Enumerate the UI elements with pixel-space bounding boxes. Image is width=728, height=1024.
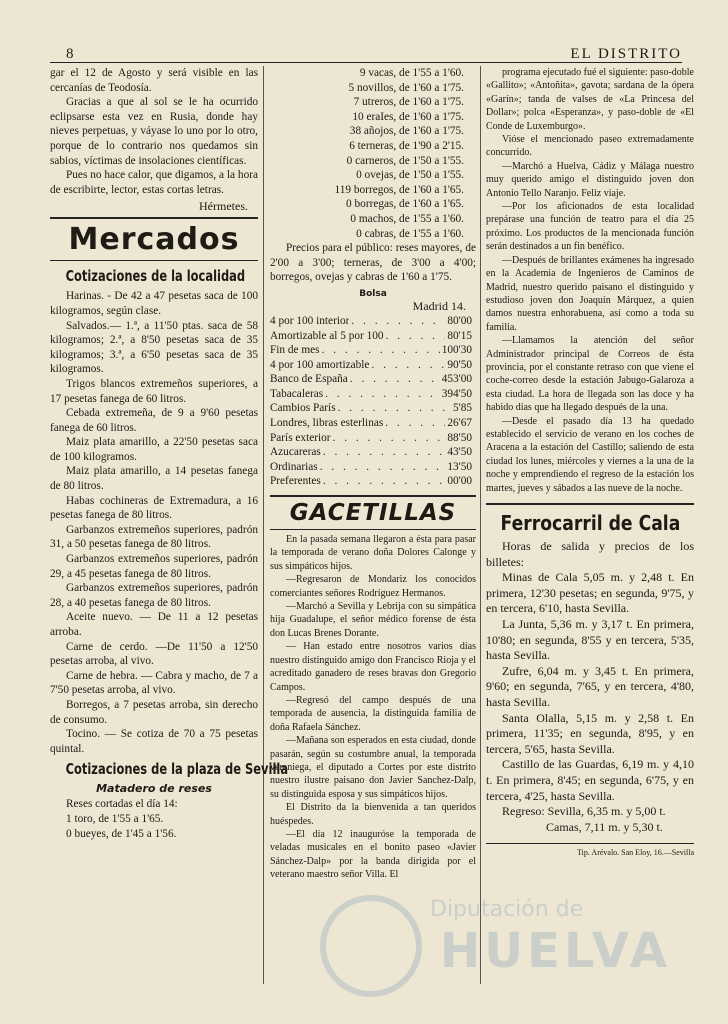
gacetilla-item: En la pasada semana llegaron a ésta para pasar la temporada de verano doña Dolores Calonge y sus simpáticos hijos. (270, 534, 476, 572)
market-item: Borregos, a 7 pesetas arroba, sin derecho de consumo. (50, 698, 258, 726)
bolsa-value: 100'30 (441, 344, 472, 357)
leader-dots (351, 314, 445, 329)
bolsa-label: Preferentes (270, 475, 321, 488)
news-item: —Por los aficionados de esta localidad prepárase una función de teatro para el día 25 próximo. Los productos de la mencionada función serán destinados a un fin benéfico. (486, 201, 694, 253)
bolsa-value: 13'50 (447, 460, 472, 473)
intro-paragraph: Gracias a que al sol se le ha ocurrido eclipsarse esta vez en Rusia, donde hay nieves perpetuas, y váyase lo uno por lo otro, porque de lo contrario nos quedamos sin sabios, víctimas de insolaciones científicas. (50, 96, 258, 167)
livestock-list (270, 66, 476, 241)
bolsa-value: 43'50 (447, 446, 472, 459)
bolsa-value: 00'00 (447, 475, 472, 488)
bolsa-label: 4 por 100 amortizable (270, 358, 370, 371)
page-number: 8 (66, 46, 74, 62)
bolsa-label: París exterior (270, 431, 331, 444)
train-schedule (486, 539, 694, 804)
leader-dots (333, 431, 446, 446)
market-item: Garbanzos extremeños superiores, padrón 29, a 45 pesetas fanega de 80 litros. (50, 553, 258, 580)
subsection-title: Cotizaciones de la plaza de Sevilla (65, 760, 289, 779)
market-item: Garbanzos extremeños superiores, padrón 31, a 50 pesetas fanega de 80 litros. (50, 523, 258, 551)
leader-dots (323, 445, 446, 460)
bolsa-value: 90'50 (447, 358, 472, 371)
news-item: Vióse el mencionado paseo extremadamente concurrido. (486, 134, 694, 159)
bolsa-row (270, 387, 476, 402)
bolsa-row (270, 372, 476, 387)
bolsa-row (270, 358, 476, 373)
signature: Hérmetes. (199, 199, 248, 214)
market-item: Carne de cerdo. —De 11'50 a 12'50 pesetas arroba, al vivo. (50, 640, 258, 668)
market-item: Tocino. — Se cotiza de 70 a 75 pesetas quintal. (50, 728, 258, 755)
reses-line: Reses cortadas el día 14: (66, 798, 178, 811)
livestock-item: 0 cabras, de 1'55 a 1'60. (356, 227, 464, 240)
column-divider-1 (263, 66, 264, 984)
section-rule (486, 843, 694, 844)
gacetilla-item: —Mañana son esperados en esta ciudad, donde pasarán, según su costumbre anual, la temporada veraniega, el diputado a Cortes por este distrito nuestro ilustre paisano don Javier Sanchez-Dalp, su distinguida esposa y sus simpáticos hijos. (270, 735, 476, 800)
livestock-item: 5 novillos, de 1'60 a 1'75. (348, 81, 464, 94)
section-rule (486, 503, 694, 505)
livestock-item: 9 vacas, de 1'55 a 1'60. (359, 67, 464, 79)
return-line: Regreso: Sevilla, 6,35 m. y 5,00 t. (502, 804, 666, 819)
bolsa-value: 5'85 (453, 402, 472, 415)
bolsa-row (270, 401, 476, 416)
bolsa-label: Fin de mes (270, 344, 320, 357)
section-title-mercados: Mercados (68, 222, 240, 258)
bolsa-value: 453'00 (441, 373, 472, 386)
market-item: Garbanzos extremeños superiores, padrón 28, a 40 pesetas fanega de 80 litros. (50, 582, 258, 609)
header-rule (50, 62, 682, 63)
bolsa-row (270, 314, 476, 329)
section-title-ferrocarril: Ferrocarril de Cala (500, 511, 681, 535)
bolsa-label: 4 por 100 interior (270, 314, 350, 327)
livestock-item: 0 machos, de 1'55 a 1'60. (350, 212, 464, 225)
news-item: —Marchó a Huelva, Cádiz y Málaga nuestro muy querido amigo el distinguido joven don Antonio Tello Naranjo. Feliz viaje. (486, 160, 694, 199)
market-item: Salvados.— 1.ª, a 11'50 ptas. saca de 58 kilogramos; 2.ª, a 8'50 pesetas saca de 35 kilogramos; 3.ª, a 6'50 pesetas saca de 35 kilogramos. (50, 319, 258, 376)
gacetilla-item: —Regresaron de Mondariz los conocidos comerciantes señores Rodríguez Hermanos. (270, 574, 476, 599)
watermark (320, 895, 680, 995)
livestock-item: 0 ovejas, de 1'50 a 1'55. (356, 169, 464, 182)
livestock-item: 0 carneros, de 1'50 a 1'55. (346, 154, 464, 167)
bolsa-label: Londres, libras esterlinas (270, 417, 384, 430)
bolsa-row (270, 343, 476, 358)
return-line: Camas, 7,11 m. y 5,30 t. (546, 819, 663, 834)
schedule-item: La Junta, 5,36 m. y 3,17 t. En primera, 10'80; en segunda, 8'55 y en tercera, 5'35, hasta Sevilla. (486, 616, 694, 663)
gacetilla-item: —Marchó a Sevilla y Lebrija con su simpática hija Guadalupe, el señor médico forense de ésta don Lucas Brenes Dorante. (270, 601, 476, 639)
bolsa-label: Ordinarias (270, 460, 318, 473)
bolsa-row (270, 445, 476, 460)
market-item: Maiz plata amarillo, a 22'50 pesetas saca de 100 kilogramos. (50, 436, 258, 463)
bolsa-table (270, 314, 476, 489)
leader-dots (371, 358, 445, 373)
leader-dots (385, 416, 445, 431)
bolsa-value: 80'00 (447, 314, 472, 327)
bolsa-row (270, 431, 476, 446)
column-right (486, 66, 694, 857)
gacetilla-item: —Regresó del campo después de una temporada de ausencia, la distinguida familia de doña Rafaela Sánchez. (270, 694, 476, 733)
bolsa-row (270, 329, 476, 344)
intro-paragraph: Pues no hace calor, que digamos, a la hora de escribirte, lector, estas cortas letras. (50, 169, 258, 196)
newspaper-title: EL DISTRITO (570, 46, 682, 62)
market-item: Carne de hebra. — Cabra y macho, de 7 a 7'50 pesetas arroba, al vivo. (50, 669, 258, 697)
news-item: programa ejecutado fué el siguiente: paso-doble «Gallito»; «Antoñita», gavota; sardana de la ópera «Garín»; tanda de valses de «La Princesa del Dollar»; polca «Esperanza», y paso-doble de «El Conde de Luxemburgo». (486, 67, 694, 132)
news-list (486, 66, 694, 495)
market-item: Aceite nuevo. — De 11 a 12 pesetas arroba. (50, 611, 258, 638)
market-item: Cebada extremeña, de 9 a 9'60 pesetas fanega de 60 litros. (50, 407, 258, 434)
minor-heading: Matadero de reses (96, 782, 212, 796)
gacetilla-item: — Han estado entre nosotros varios días nuestro distinguido amigo don Francisco Rioja y el acreditado ganadero de reses bravas don Gregorio Campos. (270, 641, 476, 693)
bolsa-row (270, 474, 476, 489)
reses-item: 0 bueyes, de 1'45 a 1'56. (66, 827, 177, 840)
leader-dots (323, 474, 446, 489)
leader-dots (386, 329, 446, 344)
section-rule (50, 217, 258, 219)
livestock-item: 119 borregos, de 1'60 a 1'65. (334, 183, 464, 196)
livestock-item: 10 eraIes, de 1'60 a 1'75. (352, 110, 464, 123)
bolsa-value: 88'50 (447, 431, 472, 444)
schedule-item: Minas de Cala 5,05 m. y 2,48 t. En primera, 12'30 pesetas; en segunda, 9'75, y en tercera, 6'10, hasta Sevilla. (486, 570, 694, 616)
leader-dots (325, 387, 440, 402)
bolsa-title: Bolsa (359, 288, 387, 299)
livestock-item: 0 borregas, de 1'60 a 1'65. (346, 198, 464, 211)
section-title-gacetillas: GACETILLAS (289, 500, 457, 527)
column-divider-2 (480, 66, 481, 984)
gacetilla-item: —El día 12 inauguróse la temporada de veladas musicales en el bonito paseo «Javier Sánchez-Dalp» por la banda dirigida por el veterano maestro señor Villa. El (270, 828, 476, 881)
livestock-item: 38 añojos, de 1'60 a 1'75. (349, 125, 464, 138)
bolsa-value: 26'67 (447, 417, 472, 430)
section-rule (50, 260, 258, 261)
market-list (50, 289, 258, 756)
column-middle (270, 66, 476, 882)
seal-icon (320, 895, 422, 997)
schedule-item: Horas de salida y precios de los billetes: (486, 539, 694, 569)
leader-dots (350, 372, 440, 387)
leader-dots (338, 401, 451, 416)
livestock-item: 7 utreros, de 1'60 a 1'75. (353, 96, 464, 109)
watermark-label: Diputación de (430, 897, 584, 922)
schedule-item: Castillo de las Guardas, 6,19 m. y 4,10 t. En primera, 8'45; en segunda, 6'75, y en tercera, 4'25, hasta Sevilla. (486, 757, 694, 803)
market-item: Maiz plata amarillo, a 14 pesetas fanega de 80 litros. (50, 465, 258, 493)
news-item: —Llamamos la atención del señor Administrador principal de Correos de ésta provincia, por el constante retraso con que viene el coche-correo desde la estación Jabugo-Galaroza a esta ciudad. La hora de llegada son las doce y ha habido días que ha llegado después de la una. (486, 335, 694, 414)
news-item: —Desde el pasado día 13 ha quedado establecido el servicio de verano en los coches de Aracena a la estación del Castillo; saliendo de esta ciudad los lunes, miércoles y viernes a la una de la noche y emprendiendo el regreso de la estación los martes, jueves y sábados a las nueve de la noche. (486, 415, 694, 494)
reses-list (50, 812, 258, 841)
public-prices: Precios para el público: reses mayores, de 2'00 a 3'00; terneras, de 3'00 a 4'00; borregos, ovejas y cabras de 1'60 a 1'75. (270, 242, 476, 284)
subsection-title: Cotizaciones de la localidad (65, 267, 246, 286)
market-item: Trigos blancos extremeños superiores, a 17 pesetas fanega de 60 litros. (50, 377, 258, 405)
leader-dots (322, 343, 440, 358)
section-rule (270, 495, 476, 497)
watermark-title: HUELVA (440, 923, 671, 979)
printer-imprint: Tip. Arévalo. San Eloy, 16.—Sevilla (577, 848, 694, 858)
bolsa-label: Azucareras (270, 446, 321, 459)
bolsa-value: 394'50 (441, 387, 472, 400)
column-left (50, 66, 289, 841)
bolsa-label: Amortizable al 5 por 100 (270, 329, 384, 342)
market-item: Habas cochineras de Extremadura, a 16 pesetas fanega de 80 litros. (50, 494, 258, 522)
schedule-item: Santa Olalla, 5,15 m. y 2,58 t. En primera, 11'35; en segunda, 8'95, y en tercera, 5'65, hasta Sevilla. (486, 710, 694, 756)
bolsa-row (270, 416, 476, 431)
livestock-item: 6 terneras, de 1'90 a 2'15. (349, 139, 464, 152)
bolsa-row (270, 460, 476, 475)
schedule-item: Zufre, 6,04 m. y 3,45 t. En primera, 9'60; en segunda, 7'65, y en tercera, 4'80, hasta Sevilla. (486, 663, 694, 709)
news-item: —Después de brillantes exámenes ha ingresado en la Academia de Ingenieros de Caminos de Madrid, nuestro querido paisano el distinguido y estudioso joven don Joaquín Márquez, a quien damos nuestra enhorabuena, así como a toda su familia. (486, 254, 694, 333)
bolsa-label: Tabacaleras (270, 387, 324, 400)
section-rule (270, 529, 476, 530)
bolsa-label: Cambios París (270, 402, 336, 415)
reses-item: 1 toro, de 1'55 a 1'65. (66, 812, 164, 825)
gacetilla-item: El Distrito da la bienvenida a tan queridos huéspedes. (270, 802, 476, 827)
bolsa-value: 80'15 (447, 329, 472, 342)
intro-paragraph: gar el 12 de Agosto y será visible en las cercanías de Teodosía. (50, 67, 258, 94)
leader-dots (320, 460, 446, 475)
gacetillas-list (270, 533, 476, 882)
bolsa-label: Banco de España (270, 373, 348, 386)
market-item: Harinas. - De 42 a 47 pesetas saca de 100 kilogramos, según clase. (50, 290, 258, 317)
bolsa-date: Madrid 14. (412, 298, 466, 313)
